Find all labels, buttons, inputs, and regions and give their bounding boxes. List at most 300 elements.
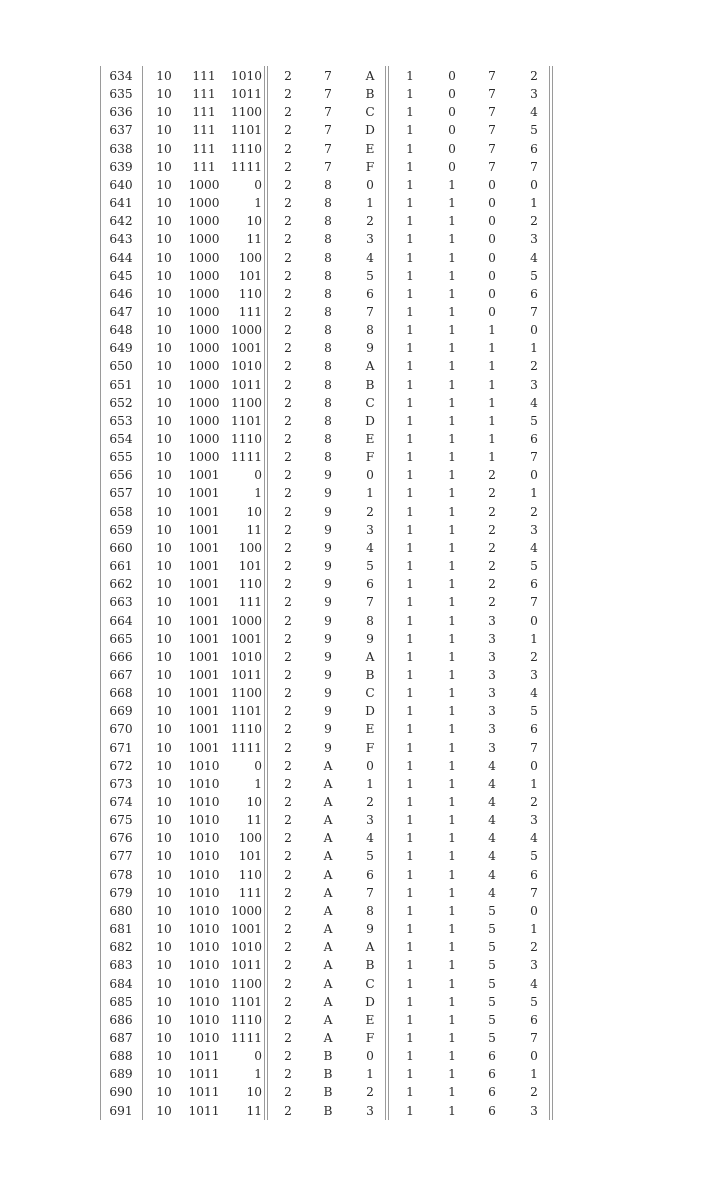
col-10-cell: 7 (488, 159, 496, 174)
col-9-cell: 1 (448, 885, 456, 900)
col-3-cell: 1000 (188, 359, 220, 374)
col-11-cell: 6 (530, 432, 538, 446)
decimal-cell: 664 (109, 613, 133, 628)
col-2-cell: 10 (156, 577, 172, 592)
col-8-cell: 1 (406, 486, 414, 501)
col-8-cell: 1 (406, 958, 414, 973)
col-10-cell: 4 (488, 813, 496, 828)
col-4-cell: 1001 (230, 631, 262, 646)
col-4-cell: 1100 (230, 105, 262, 120)
col-7-cell: B (365, 377, 375, 392)
col-2-cell: 10 (156, 304, 172, 319)
col-8-cell: 1 (406, 359, 414, 374)
col-5-cell: 2 (284, 1067, 292, 1082)
col-5-cell: 2 (284, 196, 292, 211)
decimal-cell: 662 (109, 577, 133, 592)
col-11-cell: 3 (530, 813, 538, 828)
decimal-cell: 648 (109, 323, 133, 338)
table-row (0, 847, 728, 865)
col-9-cell: 0 (448, 69, 456, 83)
col-6-cell: 9 (324, 722, 332, 737)
col-9-cell: 0 (448, 105, 456, 120)
col-9-cell: 1 (448, 722, 456, 737)
col-11-cell: 3 (530, 958, 538, 973)
col-4-cell: 1101 (230, 413, 262, 428)
col-8-cell: 1 (406, 504, 414, 519)
col-6-cell: 8 (324, 268, 332, 283)
col-11-cell: 0 (530, 758, 538, 773)
col-3-cell: 1000 (188, 196, 220, 211)
col-11-cell: 7 (530, 159, 538, 174)
col-10-cell: 0 (488, 286, 496, 301)
col-7-cell: F (365, 159, 375, 174)
col-11-cell: 1 (530, 922, 538, 937)
table-row (0, 1102, 728, 1120)
table-row (0, 975, 728, 993)
col-8-cell: 1 (406, 141, 414, 156)
col-8-cell: 1 (406, 613, 414, 628)
col-6-cell: 9 (324, 686, 332, 701)
col-8-cell: 1 (406, 758, 414, 773)
col-10-cell: 4 (488, 795, 496, 809)
col-9-cell: 1 (448, 232, 456, 247)
col-9-cell: 1 (448, 704, 456, 719)
col-10-cell: 1 (488, 432, 496, 446)
table-row (0, 303, 728, 321)
col-8-cell: 1 (406, 1049, 414, 1064)
col-7-cell: C (365, 105, 375, 120)
col-7-cell: 7 (366, 885, 374, 900)
table-row (0, 793, 728, 811)
col-2-cell: 10 (156, 69, 172, 83)
decimal-cell: 634 (109, 69, 133, 83)
col-4-cell: 1011 (230, 87, 262, 102)
col-8-cell: 1 (406, 450, 414, 465)
col-7-cell: 0 (366, 758, 374, 773)
decimal-cell: 675 (109, 813, 133, 828)
col-4-cell: 101 (238, 268, 262, 283)
col-2-cell: 10 (156, 758, 172, 773)
col-11-cell: 5 (530, 123, 538, 138)
col-3-cell: 1000 (188, 432, 220, 446)
col-6-cell: A (323, 976, 333, 991)
col-9-cell: 1 (448, 286, 456, 301)
table-row (0, 702, 728, 720)
decimal-cell: 645 (109, 268, 133, 283)
col-4-cell: 1111 (230, 159, 262, 174)
col-4-cell: 0 (254, 177, 262, 192)
col-2-cell: 10 (156, 359, 172, 374)
col-9-cell: 1 (448, 613, 456, 628)
col-11-cell: 3 (530, 377, 538, 392)
col-3-cell: 1010 (188, 831, 220, 846)
table-row (0, 212, 728, 230)
col-6-cell: 9 (324, 577, 332, 592)
col-7-cell: D (365, 704, 375, 719)
decimal-cell: 685 (109, 994, 133, 1009)
decimal-cell: 649 (109, 341, 133, 356)
col-10-cell: 0 (488, 214, 496, 229)
col-6-cell: 7 (324, 87, 332, 102)
col-11-cell: 3 (530, 1103, 538, 1118)
col-8-cell: 1 (406, 976, 414, 991)
col-9-cell: 1 (448, 359, 456, 374)
col-4-cell: 110 (238, 286, 262, 301)
table-row (0, 230, 728, 248)
col-10-cell: 1 (488, 323, 496, 338)
decimal-cell: 676 (109, 831, 133, 846)
table-row (0, 503, 728, 521)
col-11-cell: 0 (530, 903, 538, 918)
col-10-cell: 6 (488, 1103, 496, 1118)
col-7-cell: 9 (366, 631, 374, 646)
decimal-cell: 684 (109, 976, 133, 991)
col-3-cell: 1011 (188, 1085, 220, 1100)
col-2-cell: 10 (156, 141, 172, 156)
col-11-cell: 5 (530, 704, 538, 719)
decimal-cell: 667 (109, 667, 133, 682)
col-3-cell: 1001 (188, 577, 220, 592)
col-2-cell: 10 (156, 922, 172, 937)
col-5-cell: 2 (284, 686, 292, 701)
col-2-cell: 10 (156, 1085, 172, 1100)
table-row (0, 249, 728, 267)
col-2-cell: 10 (156, 232, 172, 247)
col-11-cell: 3 (530, 232, 538, 247)
col-6-cell: 8 (324, 341, 332, 356)
decimal-cell: 680 (109, 903, 133, 918)
col-2-cell: 10 (156, 105, 172, 120)
col-3-cell: 1000 (188, 177, 220, 192)
col-3-cell: 1001 (188, 468, 220, 483)
col-11-cell: 2 (530, 504, 538, 519)
table-row (0, 630, 728, 648)
col-4-cell: 1111 (230, 740, 262, 755)
col-3-cell: 1001 (188, 613, 220, 628)
col-4-cell: 1 (254, 1067, 262, 1082)
col-2-cell: 10 (156, 1030, 172, 1045)
col-3-cell: 1000 (188, 304, 220, 319)
col-10-cell: 5 (488, 994, 496, 1009)
col-3-cell: 1000 (188, 250, 220, 265)
col-3-cell: 1010 (188, 795, 220, 809)
col-6-cell: 8 (324, 177, 332, 192)
col-6-cell: A (323, 903, 333, 918)
decimal-cell: 668 (109, 686, 133, 701)
col-5-cell: 2 (284, 922, 292, 937)
col-7-cell: 4 (366, 250, 374, 265)
col-4-cell: 1100 (230, 976, 262, 991)
col-2-cell: 10 (156, 341, 172, 356)
col-3-cell: 1000 (188, 341, 220, 356)
col-7-cell: D (365, 123, 375, 138)
col-4-cell: 1011 (230, 377, 262, 392)
col-9-cell: 1 (448, 595, 456, 610)
col-2-cell: 10 (156, 413, 172, 428)
col-5-cell: 2 (284, 504, 292, 519)
col-5-cell: 2 (284, 631, 292, 646)
col-3-cell: 1010 (188, 976, 220, 991)
col-5-cell: 2 (284, 722, 292, 737)
col-3-cell: 1001 (188, 704, 220, 719)
col-9-cell: 1 (448, 250, 456, 265)
col-11-cell: 4 (530, 105, 538, 120)
col-5-cell: 2 (284, 740, 292, 755)
table-row (0, 466, 728, 484)
col-11-cell: 0 (530, 177, 538, 192)
col-2-cell: 10 (156, 849, 172, 864)
col-7-cell: 5 (366, 559, 374, 574)
col-9-cell: 1 (448, 1030, 456, 1045)
decimal-cell: 687 (109, 1030, 133, 1045)
col-7-cell: C (365, 395, 375, 410)
col-5-cell: 2 (284, 450, 292, 465)
col-8-cell: 1 (406, 1030, 414, 1045)
col-4-cell: 1111 (230, 1030, 262, 1045)
col-2-cell: 10 (156, 286, 172, 301)
col-7-cell: B (365, 667, 375, 682)
col-10-cell: 3 (488, 613, 496, 628)
decimal-cell: 660 (109, 540, 133, 555)
col-5-cell: 2 (284, 1103, 292, 1118)
col-5-cell: 2 (284, 377, 292, 392)
col-8-cell: 1 (406, 776, 414, 791)
col-4-cell: 111 (238, 304, 262, 319)
decimal-cell: 661 (109, 559, 133, 574)
table-row (0, 775, 728, 793)
col-6-cell: 7 (324, 69, 332, 83)
col-8-cell: 1 (406, 649, 414, 664)
col-9-cell: 1 (448, 849, 456, 864)
col-4-cell: 1010 (230, 359, 262, 374)
col-5-cell: 2 (284, 903, 292, 918)
col-10-cell: 0 (488, 232, 496, 247)
col-7-cell: D (365, 413, 375, 428)
decimal-cell: 653 (109, 413, 133, 428)
table-row (0, 103, 728, 121)
col-10-cell: 7 (488, 69, 496, 83)
col-6-cell: 9 (324, 522, 332, 537)
col-3-cell: 1010 (188, 994, 220, 1009)
col-9-cell: 1 (448, 1049, 456, 1064)
col-2-cell: 10 (156, 976, 172, 991)
col-3-cell: 1001 (188, 540, 220, 555)
col-5-cell: 2 (284, 704, 292, 719)
col-6-cell: 9 (324, 613, 332, 628)
col-5-cell: 2 (284, 613, 292, 628)
table-row (0, 938, 728, 956)
col-11-cell: 2 (530, 649, 538, 664)
col-9-cell: 1 (448, 413, 456, 428)
col-5-cell: 2 (284, 159, 292, 174)
col-4-cell: 110 (238, 577, 262, 592)
col-2-cell: 10 (156, 432, 172, 446)
col-3-cell: 111 (192, 105, 216, 120)
col-7-cell: B (365, 958, 375, 973)
col-6-cell: 7 (324, 159, 332, 174)
col-7-cell: 3 (366, 1103, 374, 1118)
col-11-cell: 0 (530, 1049, 538, 1064)
col-7-cell: 6 (366, 577, 374, 592)
col-4-cell: 0 (254, 468, 262, 483)
col-9-cell: 1 (448, 649, 456, 664)
col-11-cell: 2 (530, 214, 538, 229)
col-2-cell: 10 (156, 649, 172, 664)
table-row (0, 557, 728, 575)
decimal-cell: 646 (109, 286, 133, 301)
col-9-cell: 1 (448, 196, 456, 211)
col-6-cell: A (323, 885, 333, 900)
table-row (0, 267, 728, 285)
col-9-cell: 0 (448, 87, 456, 102)
col-11-cell: 7 (530, 595, 538, 610)
col-8-cell: 1 (406, 577, 414, 592)
decimal-cell: 656 (109, 468, 133, 483)
col-9-cell: 0 (448, 141, 456, 156)
col-11-cell: 4 (530, 976, 538, 991)
decimal-cell: 682 (109, 940, 133, 955)
col-3-cell: 111 (192, 69, 216, 83)
col-5-cell: 2 (284, 214, 292, 229)
col-9-cell: 1 (448, 831, 456, 846)
col-8-cell: 1 (406, 286, 414, 301)
table-row (0, 539, 728, 557)
col-6-cell: A (323, 958, 333, 973)
col-10-cell: 7 (488, 123, 496, 138)
table-row (0, 593, 728, 611)
col-8-cell: 1 (406, 704, 414, 719)
col-6-cell: 9 (324, 540, 332, 555)
col-5-cell: 2 (284, 123, 292, 138)
col-10-cell: 4 (488, 758, 496, 773)
col-8-cell: 1 (406, 885, 414, 900)
col-6-cell: 8 (324, 432, 332, 446)
col-11-cell: 5 (530, 994, 538, 1009)
decimal-cell: 650 (109, 359, 133, 374)
col-9-cell: 1 (448, 758, 456, 773)
col-8-cell: 1 (406, 69, 414, 83)
col-5-cell: 2 (284, 849, 292, 864)
table-row (0, 85, 728, 103)
decimal-cell: 657 (109, 486, 133, 501)
col-3-cell: 1000 (188, 413, 220, 428)
col-2-cell: 10 (156, 1067, 172, 1082)
col-7-cell: 5 (366, 849, 374, 864)
col-10-cell: 5 (488, 922, 496, 937)
decimal-cell: 637 (109, 123, 133, 138)
col-10-cell: 2 (488, 540, 496, 555)
col-6-cell: A (323, 795, 333, 809)
col-11-cell: 1 (530, 341, 538, 356)
col-4-cell: 101 (238, 849, 262, 864)
col-9-cell: 1 (448, 740, 456, 755)
col-4-cell: 10 (246, 795, 262, 809)
col-6-cell: 8 (324, 196, 332, 211)
col-8-cell: 1 (406, 994, 414, 1009)
col-2-cell: 10 (156, 196, 172, 211)
col-2-cell: 10 (156, 795, 172, 809)
col-9-cell: 1 (448, 1012, 456, 1027)
col-4-cell: 110 (238, 867, 262, 882)
col-3-cell: 1001 (188, 667, 220, 682)
col-2-cell: 10 (156, 486, 172, 501)
col-2-cell: 10 (156, 994, 172, 1009)
decimal-cell: 647 (109, 304, 133, 319)
col-4-cell: 0 (254, 1049, 262, 1064)
col-8-cell: 1 (406, 214, 414, 229)
col-10-cell: 4 (488, 849, 496, 864)
col-2-cell: 10 (156, 250, 172, 265)
table-row (0, 412, 728, 430)
col-4-cell: 1011 (230, 958, 262, 973)
decimal-cell: 635 (109, 87, 133, 102)
col-10-cell: 6 (488, 1049, 496, 1064)
col-5-cell: 2 (284, 105, 292, 120)
col-3-cell: 111 (192, 141, 216, 156)
col-11-cell: 0 (530, 613, 538, 628)
col-9-cell: 1 (448, 304, 456, 319)
col-7-cell: D (365, 994, 375, 1009)
col-3-cell: 1011 (188, 1067, 220, 1082)
col-7-cell: A (365, 940, 375, 955)
col-6-cell: 9 (324, 559, 332, 574)
col-10-cell: 5 (488, 903, 496, 918)
table-row (0, 121, 728, 139)
col-6-cell: A (323, 758, 333, 773)
col-4-cell: 11 (246, 522, 262, 537)
table-row (0, 1011, 728, 1029)
table-row (0, 956, 728, 974)
col-8-cell: 1 (406, 831, 414, 846)
table-row (0, 430, 728, 448)
col-5-cell: 2 (284, 1049, 292, 1064)
col-5-cell: 2 (284, 341, 292, 356)
table-row (0, 67, 728, 85)
col-7-cell: E (365, 1012, 375, 1027)
col-4-cell: 1000 (230, 903, 262, 918)
table-row (0, 194, 728, 212)
col-6-cell: 8 (324, 232, 332, 247)
col-6-cell: 9 (324, 667, 332, 682)
col-2-cell: 10 (156, 613, 172, 628)
col-4-cell: 1001 (230, 922, 262, 937)
col-4-cell: 1010 (230, 940, 262, 955)
col-4-cell: 1001 (230, 341, 262, 356)
col-11-cell: 6 (530, 722, 538, 737)
col-2-cell: 10 (156, 813, 172, 828)
col-10-cell: 1 (488, 359, 496, 374)
col-8-cell: 1 (406, 867, 414, 882)
col-3-cell: 1001 (188, 504, 220, 519)
col-8-cell: 1 (406, 813, 414, 828)
col-9-cell: 1 (448, 432, 456, 446)
col-9-cell: 1 (448, 976, 456, 991)
col-7-cell: 1 (366, 1067, 374, 1082)
decimal-cell: 683 (109, 958, 133, 973)
col-2-cell: 10 (156, 1049, 172, 1064)
table-row (0, 484, 728, 502)
col-6-cell: A (323, 813, 333, 828)
decimal-cell: 691 (109, 1103, 133, 1118)
col-9-cell: 1 (448, 867, 456, 882)
table-row (0, 993, 728, 1011)
col-4-cell: 100 (238, 831, 262, 846)
col-5-cell: 2 (284, 395, 292, 410)
col-6-cell: 9 (324, 486, 332, 501)
col-6-cell: A (323, 922, 333, 937)
col-7-cell: F (365, 740, 375, 755)
col-9-cell: 1 (448, 776, 456, 791)
